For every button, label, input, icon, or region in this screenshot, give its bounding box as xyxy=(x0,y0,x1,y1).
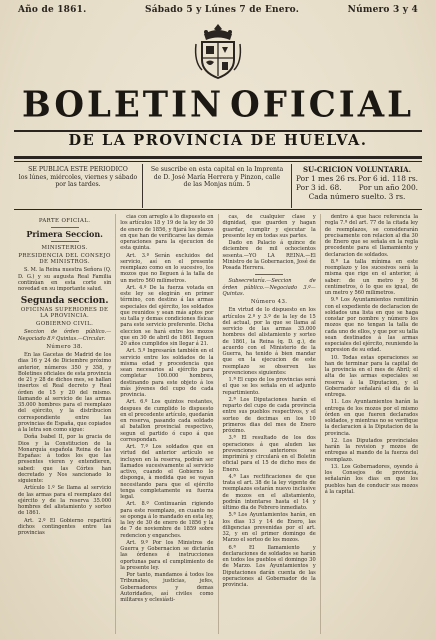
publication-line: SE PUBLICA ESTE PERIODICO xyxy=(28,166,128,173)
paragraph: dentro á que hace referencia la regla 7.ª del art. 77 de la citada ley de reemplazos, se considerarán precisamente con relacion al dia 30 de Enero que se señala en la regla precedente para el llamamiento y declaracion de soldados. xyxy=(324,214,418,258)
masthead-subtitle: DE LA PROVINCIA DE HUELVA. xyxy=(68,132,368,149)
paragraph: En las Gacetas de Madrid de los dias 16 y 24 de Diciembre próximo anterior, números 350 y 358, y Boletines oficiales de esta provincia de 21 y 28 de dichos mes, se hallan insertos el Real decreto y Real órden de 15 y 20 del mismo. llamando al servicio de las armas 35.000 hombres para el reemplazo del ejército, y la distribucion correspondiente entre las provincias de España, que copiados à la letra son como sigue: xyxy=(18,352,112,433)
paragraph: Art. 3.º Serán excluidos del servicio, así en el presente reemplazo como en lo sucesivo, los mozos que no lleguen á la talla de un metro 560 milímetros. xyxy=(120,252,214,284)
publication-schedule xyxy=(14,164,143,208)
paragraph: Art. 6.º Los quintos restantes, despues de cumplido lo dispuesto en el precedente artículo, quedarán en reserva, pasando cada soldado al batallon provincial respectivo, segun el partido ó cupo á que correspondan. xyxy=(120,399,214,443)
subsection-heading: OFICINAS SUPERIORES DE LA PROVINCIA. xyxy=(20,306,109,319)
subscription-info xyxy=(143,164,292,208)
paragraph: Doña Isabel II, por la gracia de Dios y la Constitucion de la Monarquía española Reina de las Españas: á todos los que las presentes vieren y entendieren, sabed: que las Córtes han decretado y Nos sancionado lo siguiente: xyxy=(18,434,112,484)
year-label: Año de 1861. xyxy=(18,5,87,15)
paragraph: Art. 9.º Por los Ministros de Guerra y Gobernacion se dictarán las órdenes é instrucciones oportunas para el cumplimiento de la presente ley. xyxy=(120,539,214,571)
paragraph: cas, de cualquier clase y dignidad, que guarden y hagan guardar, cumplir y ejecutar la presente ley en todas sus partes. xyxy=(222,214,316,239)
paragraph: 1.ª El cupo de los provincias será el que se les señala en el adjunto repartimiento. xyxy=(222,377,316,396)
info-rule xyxy=(14,209,422,210)
paragraph: 4.ª Las rectificaciones de que trata el art. 38 de la ley vigente de reemplazos estarán nuevo inclusive de mozos en el alistamiento, podrán intentarse hasta el 14 y último dia de Febrero inmediato. xyxy=(222,473,316,511)
paragraph: Art. 5.º Ingresarán también en el servicio entre los soldados de la misma edad y procedencia que sean necesarios al ejército para completar 100.000 hombres, destinando para este objeto á los más jóvenes del cupo de cada provincia. xyxy=(120,348,214,398)
paragraph: 11. Los Ayuntamientos harán la entrega de los mozos por el mismo órden en que fueren declarados soldados, y mientras no se verifique la declaracion á la Diputacion de la provincia. xyxy=(324,399,418,437)
paragraph: Art. 8.º Continuarán rigiendo para este reemplazo, en cuanto no se oponga á lo mandado en esta ley, la ley de 30 de enero de 1856 y la de 7 de noviembre de 1859 sobre redencion y enganches. xyxy=(120,501,214,539)
masthead-rule-bottom xyxy=(14,156,422,159)
masthead-oficial: OFICIAL xyxy=(230,84,414,126)
subscription-line: de las Monjas núm. 5 xyxy=(183,181,251,189)
subsection-heading: PRESIDENCIA DEL CONSEJO DE MINISTROS. xyxy=(18,252,111,265)
paragraph: Dado en Palacio á quince de diciembre de mil ochocientos sesenta.—YO LA REINA.—El Ministro de la Gobernacion, José de Posada Herrera. xyxy=(222,240,316,271)
date-label: Sábado 5 y Lúnes 7 de Enero. xyxy=(145,5,300,15)
column-4 xyxy=(321,214,422,634)
price-item: Por 1 mes 26 rs. xyxy=(296,173,358,183)
paragraph: 9.ª Los Ayuntamientos remitirán con el expediente de declaracion de soldados una lista en que se haga constar por nombre y número los mozos que no tengan la talla de cada uno de ellos, y que por su talla sean destinados á las armas especiales del ejército, reuniendo la expresion de su edad. xyxy=(324,297,418,354)
price-item: Por un año 200. xyxy=(358,182,418,192)
masthead-rule-thin xyxy=(14,161,422,162)
publication-line: por las tardes. xyxy=(55,181,101,189)
paragraph: 6.ª El llamamiento y declaraciones de soldados se harán en todos los pueblos el domingo 30 de Marzo. Los Ayuntamientos y Diputaciones darán cuenta de las operaciones al Gobernador de la provincia. xyxy=(222,544,316,588)
paragraph: 5.ª Los Ayuntamientos harán, en los dias 13 y 14 de Enero, las diligencias prevenidas por el art. 32, y en el primer domingo de Marzo el sorteo de los mozos. xyxy=(222,512,316,544)
subsection-heading: MINISTERIOS. xyxy=(41,244,88,251)
paragraph: cias con arreglo á lo dispuesto en los artículos 18 y 19 de la ley de 30 de enero de 1856, y fijará los plazos en que han de verificarse las demás operaciones para la ejecucion de esta quinta. xyxy=(120,214,214,252)
subsection-heading: GOBIERNO CIVIL. xyxy=(36,321,94,327)
price-row xyxy=(296,192,418,201)
publication-line: los lúnes, miércoles, viernes y sábado xyxy=(18,173,138,181)
column-2 xyxy=(116,214,218,634)
issue-number: Número 3 y 4 xyxy=(347,5,418,15)
publication-info-bar xyxy=(14,164,422,208)
divider xyxy=(255,274,283,275)
paragraph: 12. Los Diputados provinciales harán la revision y mozos de entregas al mando de la fuerza del reemplazo. xyxy=(324,437,418,463)
price-heading: SU-CRICION VOLUNTARIA. xyxy=(302,165,412,174)
subscription-line: Se suscribe en esta capital en la Imprenta xyxy=(150,166,284,173)
paragraph: 10. Todas estas operaciones se han de terminar para la capital de la provincia en el mes de Abril; el alta de las armas especiales se reserva á la Diputacion, y el Gobernador señalará el dia de la entrega. xyxy=(324,354,418,398)
paragraph: Subsecretaría.—Seccion de órden público.—Negociado 3.º—Quintas. xyxy=(222,278,316,297)
paragraph: 3.ª El resultado de los dos operaciones á que aluden las prevenciones anteriores se imprimirá y circulará en el Boletin oficial para el 15 de dicho mes de Enero. xyxy=(222,435,316,473)
paragraph: Artículo 1.º Se llama al servicio de las armas para el reemplazo del ejército y de la reserva 35.000 hombres del alistamiento y sorteo de 1861. xyxy=(18,485,112,517)
divider xyxy=(51,227,79,228)
paragraph: 13. Los Gobernadores, oyendo á los Consejos de provincia, señalarán los dias en que los pueblos han de conducir sus mozos á la capital. xyxy=(324,463,418,495)
price-row xyxy=(296,174,418,183)
section-heading: Segunda seccion. xyxy=(20,296,109,307)
paragraph: 8.ª La talla mínima en este reemplazo y los sucesivos será la misma que rige en el anterior, á saber: de un metro y 56 centímetros, ó lo que es igual, de un metro y 560 milímetros. xyxy=(324,258,418,296)
article-columns xyxy=(14,214,422,634)
subscription-prices xyxy=(292,164,422,208)
column-1 xyxy=(14,214,116,634)
section-heading: Primera Seccion. xyxy=(26,229,103,240)
article-number: Número 43. xyxy=(250,299,288,305)
masthead-topline xyxy=(18,2,418,18)
masthead-boletin: BOLETIN xyxy=(22,84,225,126)
column-3 xyxy=(219,214,321,634)
paragraph: Art. 4.º De la fuerza votada en este ley se elegirán en primer término, con destino á las armas especiales del ejército, los soldados que reunidos y sean más aptos por su talla y demas condiciones físicas para este servicio preferente. Dicha eleccion se hará entre los mozos que en 30 de abril de 1861 lleguen 20 años cumplidos sin llegar á 21. xyxy=(120,284,214,347)
paragraph: Art. 7.º Los soldados que en virtud del anterior artículo se incluyen en la reserva, podrán ser llamados sucesivamente al servicio activo, cuando el Gobierno lo disponga, à medida que se vayan necesitando para que el ejército tenga completamente su fuerza legal. xyxy=(120,444,214,500)
price-item: Por 3 id. 68. xyxy=(296,182,342,192)
masthead-title xyxy=(0,82,436,128)
paragraph: Seccion de órden público.—Negociado 8.º Quintas.—Circular. xyxy=(18,329,112,342)
royal-coat-of-arms-icon xyxy=(192,22,244,80)
price-row xyxy=(296,183,418,192)
paragraph: 2.ª Los Diputaciones harán el reparto del cupo de cada provincia entre sus pueblos respectivos, y el sorteo de decimas en los 10 primeros dias del mes de Enero próximo. xyxy=(222,396,316,434)
divider xyxy=(51,241,79,242)
subscription-line: de D. José María Herrera y Pinzon, calle xyxy=(153,173,281,181)
paragraph: Art. 2.º El Gobierno repartirá dichos contingentes entre las provincias xyxy=(18,517,112,536)
paragraph: Por tanto, mandamos á todos los Tribunales, justicias, jefes, Gobernadores y demas Autoridades, así civiles como militares y eclesiásti- xyxy=(120,572,214,603)
paragraph: S. M. la Reina nuestra Señora (Q. D. G.) y su augusta Real Familia continúan en esta corte sin novedad en su importante salud. xyxy=(18,267,112,292)
price-item: Por 6 id. 118 rs. xyxy=(358,173,418,183)
paragraph: En virtud de lo dispuesto en los artículos 2.º y 3.º de la ley de 15 del actual, por la que se llama al servicio de las armas 35.000 hombres del alistamiento y sorteo de 1861, la Reina (q. D. g.), de acuerdo con el Ministerio de la Guerra, ha tenido á bien mandar que en la ejecucion de este reemplazo se observen las prevenciones siguientes: xyxy=(222,307,316,376)
article-number: Número 38. xyxy=(46,343,83,350)
price-item: Cada número suelto. 3 rs. xyxy=(308,191,406,201)
part-heading: PARTE OFICIAL. xyxy=(38,218,91,224)
